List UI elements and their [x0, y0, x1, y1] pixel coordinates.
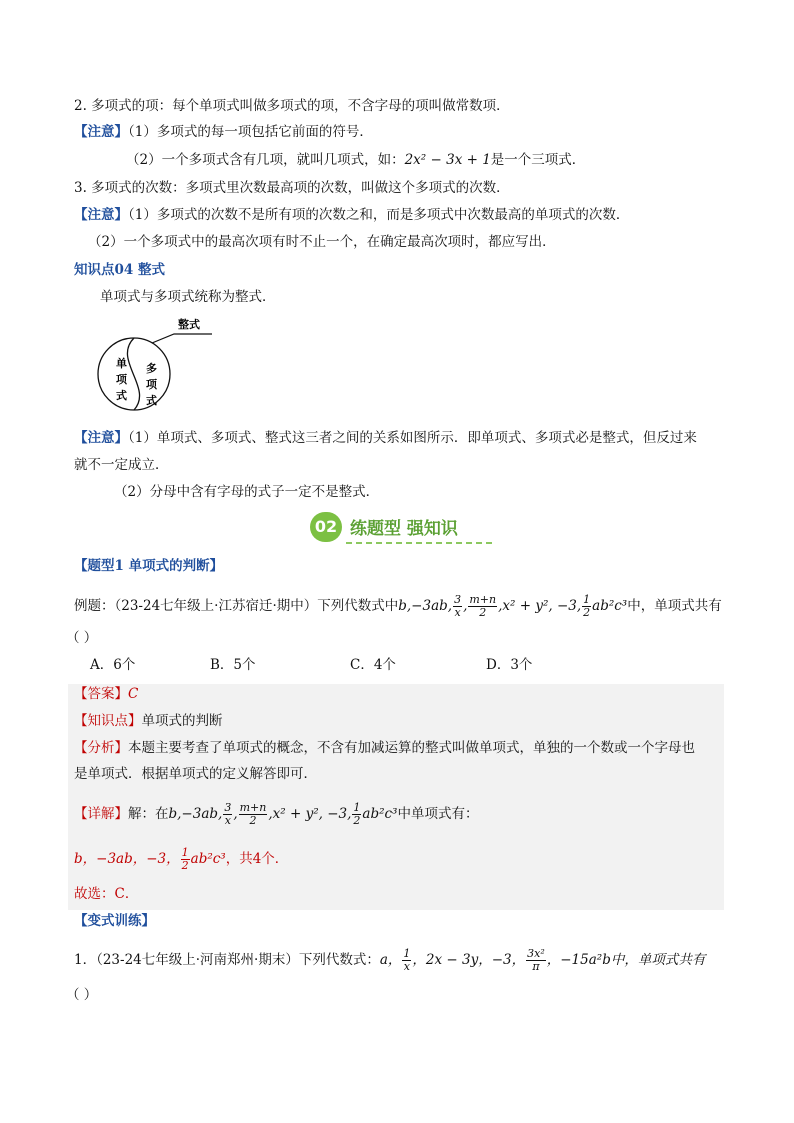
text-line: 3. 多项式的次数：多项式里次数最高项的次数，叫做这个多项式的次数．	[74, 180, 510, 196]
math-expression: x² + y², −3,	[272, 806, 352, 822]
question-type-label: 【题型1 单项式的判断】	[74, 558, 224, 574]
math-expression: ab²c³	[190, 851, 226, 867]
math-expression: b,−3ab,	[168, 806, 223, 822]
note-text: （1）单项式、多项式、整式这三者之间的关系如图所示．即单项式、多项式必是整式，但反过来	[128, 430, 697, 446]
knowledge-label: 【知识点】	[74, 713, 142, 729]
note-label: 【注意】	[74, 124, 128, 140]
practice-question	[74, 948, 705, 973]
detail-line: 【详解】解：在b,−3ab, $\frac{3}{x}$ , $\frac{m+n}{2}$ ,x² + y², −3, $\frac{1}{2}$ ab²c³中单项式有：	[74, 801, 479, 827]
diagram-label-whole: 整式	[178, 318, 200, 331]
section-underline	[346, 542, 492, 544]
math-expression: a，	[379, 952, 402, 968]
analysis-label: 【分析】	[74, 740, 128, 756]
section-title: 练题型 强知识	[350, 519, 458, 539]
fraction: $\frac{3}{x}$	[454, 593, 462, 619]
fraction: $\frac{1}{2}$	[181, 846, 189, 872]
note-text: 是一个三项式．	[490, 152, 586, 168]
fraction: $\frac{m+n}{2}$	[469, 593, 497, 619]
text-line: （2）分母中含有字母的式子一定不是整式．	[114, 484, 380, 500]
diagram-label-char: 式	[146, 394, 157, 407]
question-text: 中，单项式共有	[627, 598, 722, 614]
option-d[interactable]: D．3个	[486, 657, 533, 673]
knowledge-heading: 知识点04 整式	[74, 262, 165, 278]
question-text: 1．（23-24七年级上·河南郑州·期末）下列代数式：	[74, 952, 380, 968]
math-expression: x² + y², −3,	[502, 598, 582, 614]
text-line	[74, 122, 373, 142]
analysis-text: 本题主要考查了单项式的概念，不含有加减运算的整式叫做单项式，单独的一个数或一个字母也	[128, 740, 695, 756]
detail-text: 解：在	[128, 806, 169, 822]
note-text: （1）多项式的次数不是所有项的次数之和，而是多项式中次数最高的单项式的次数．	[128, 207, 630, 223]
math-expression: b，−3ab，−3，	[74, 851, 180, 867]
math-expression: ab²c³	[362, 806, 398, 822]
text-line: 就不一定成立．	[74, 457, 169, 473]
fraction: $\frac{3}{x}$	[224, 801, 232, 827]
note-label: 【注意】	[74, 207, 128, 223]
analysis-line	[74, 738, 695, 758]
fraction: $\frac{1}{x}$	[403, 947, 411, 973]
answer-line	[74, 684, 138, 704]
math-expression: ，2x − 3y，−3，	[412, 952, 526, 968]
fraction: $\frac{1}{2}$	[583, 593, 591, 619]
answer-value: C	[128, 686, 139, 702]
fraction: $\frac{\text{3x²}}{\pi}$	[527, 947, 545, 973]
polynomial-diagram	[94, 312, 224, 422]
note-label: 【注意】	[74, 430, 128, 446]
math-expression: ab²c³	[592, 598, 628, 614]
answer-paren: （ ）	[66, 987, 98, 1003]
option-b[interactable]: B．5个	[210, 657, 256, 673]
analysis-line: 是单项式．根据单项式的定义解答即可．	[74, 766, 317, 782]
diagram-label-char: 多	[146, 362, 157, 375]
math-expression: b,−3ab,	[398, 598, 453, 614]
result-line	[74, 847, 288, 872]
practice-label: 【变式训练】	[74, 913, 155, 929]
text-line: （2）一个多项式中的最高次项有时不止一个，在确定最高次项时，都应写出．	[88, 234, 556, 250]
note-text: （1）多项式的每一项包括它前面的符号．	[128, 124, 373, 140]
question-text: 例题：（23-24七年级上·江苏宿迁·期中）下列代数式中	[74, 598, 399, 614]
text-line	[74, 205, 629, 225]
example-question: 例题：（23-24七年级上·江苏宿迁·期中）下列代数式中b,−3ab, $\frac{3}{x}$ , $\frac{m+n}{2}$ ,x² + y², −3, $\frac{1}{2}$ ab²c³中，单项式共有	[74, 593, 722, 619]
result-text: ，共4个．	[225, 851, 289, 867]
note-text: （2）一个多项式含有几项，就叫几项式，如：	[126, 152, 405, 168]
fraction: $\frac{m+n}{2}$	[239, 801, 267, 827]
conclusion-line: 故选：C．	[74, 886, 139, 902]
math-expression: ，−15a²b中，单项式共有	[546, 952, 706, 968]
math-expression: 2x² − 3x + 1	[404, 152, 491, 168]
option-c[interactable]: C．4个	[350, 657, 396, 673]
detail-text: 中单项式有：	[397, 806, 479, 822]
diagram-divider	[127, 338, 139, 410]
text-line	[126, 150, 585, 170]
section-number: 02	[310, 512, 342, 542]
knowledge-value: 单项式的判断	[141, 713, 223, 729]
diagram-label-char: 项	[146, 378, 157, 391]
diagram-label-char: 式	[116, 389, 127, 402]
text-line	[74, 428, 697, 448]
option-a[interactable]: A．6个	[90, 657, 136, 673]
diagram-label-char: 单	[116, 357, 127, 370]
diagram-leader-line	[152, 334, 212, 343]
fraction: $\frac{1}{2}$	[353, 801, 361, 827]
answer-label: 【答案】	[74, 686, 128, 702]
knowledge-line	[74, 711, 223, 731]
text-line: 单项式与多项式统称为整式．	[100, 289, 276, 305]
detail-label: 【详解】	[74, 806, 128, 822]
diagram-circle	[98, 338, 170, 410]
diagram-label-char: 项	[116, 373, 127, 386]
answer-paren: （ ）	[66, 630, 98, 646]
text-line: 2. 多项式的项：每个单项式叫做多项式的项，不含字母的项叫做常数项．	[74, 98, 510, 114]
